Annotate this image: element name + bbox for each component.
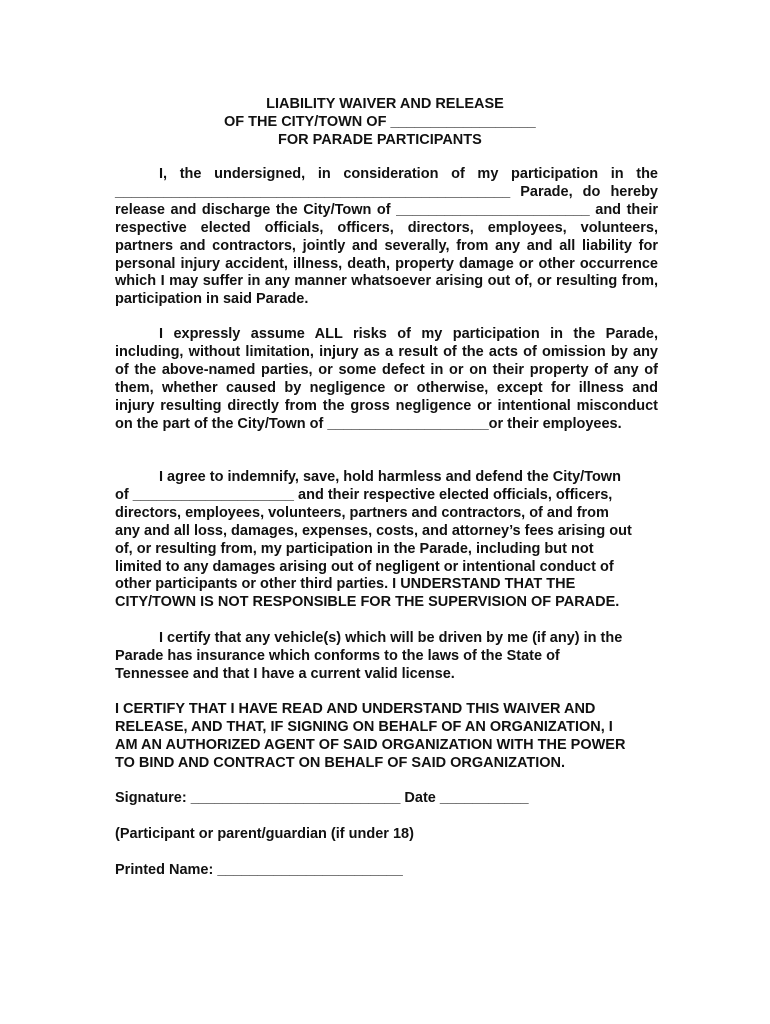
assumption-of-risk-paragraph: I expressly assume ALL risks of my participation in the Parade, including, without limitation, injury as a result of the acts of omission by any of the above-named parties, or some defect in or on their property of any of them, whether caused by negligence or otherwise, except for illness and injury resulting directly from the gross negligence or intentional misconduct on the part of the City/Town of ____________________or their employees.: [115, 326, 658, 432]
document-title-line-2: OF THE CITY/TOWN OF __________________: [224, 114, 536, 130]
document-title-line-3: FOR PARADE PARTICIPANTS: [278, 132, 482, 148]
certification-paragraph: I CERTIFY THAT I HAVE READ AND UNDERSTAND THIS WAIVER AND RELEASE, AND THAT, IF SIGNING ON BEHALF OF AN ORGANIZATION, I AM AN AUTHORIZED AGENT OF SAID ORGANIZATION WITH THE POWER TO BIND AND CONTRACT ON BEHALF OF SAID ORGANIZATION.: [115, 701, 626, 771]
signature-date-line: Signature: __________________________ Date ___________: [115, 790, 529, 806]
release-paragraph: I, the undersigned, in consideration of my participation in the _________________________________________________ Parade, do hereby release and discharge the City/Town of ________________________ and their respective elected officials, officers, directors, employees, volunteers, partners and contractors, jointly and severally, from any and all liability for personal injury accident, illness, death, property damage or other occurrence which I may suffer in any manner whatsoever arising out of, or resulting from, participation in said Parade.: [115, 166, 658, 308]
vehicle-insurance-paragraph: I certify that any vehicle(s) which will be driven by me (if any) in the Parade has insurance which conforms to the laws of the State of Tennessee and that I have a current valid license.: [115, 630, 623, 682]
indemnification-paragraph: I agree to indemnify, save, hold harmless and defend the City/Town of ____________________ and their respective elected officials, officers, directors, employees, volunteers, partners and contractors, of and from any and all loss, damages, expenses, costs, and attorney’s fees arising out of, or resulting from, my participation in the Parade, including but not limited to any damages arising out of negligent or intentional conduct of other participants or other third parties. I UNDERSTAND THAT THE CITY/TOWN IS NOT RESPONSIBLE FOR THE SUPERVISION OF PARADE.: [115, 469, 632, 611]
printed-name-line: Printed Name: _______________________: [115, 862, 403, 878]
document-title-line-1: LIABILITY WAIVER AND RELEASE: [266, 96, 504, 112]
participant-note: (Participant or parent/guardian (if under 18): [115, 826, 414, 842]
